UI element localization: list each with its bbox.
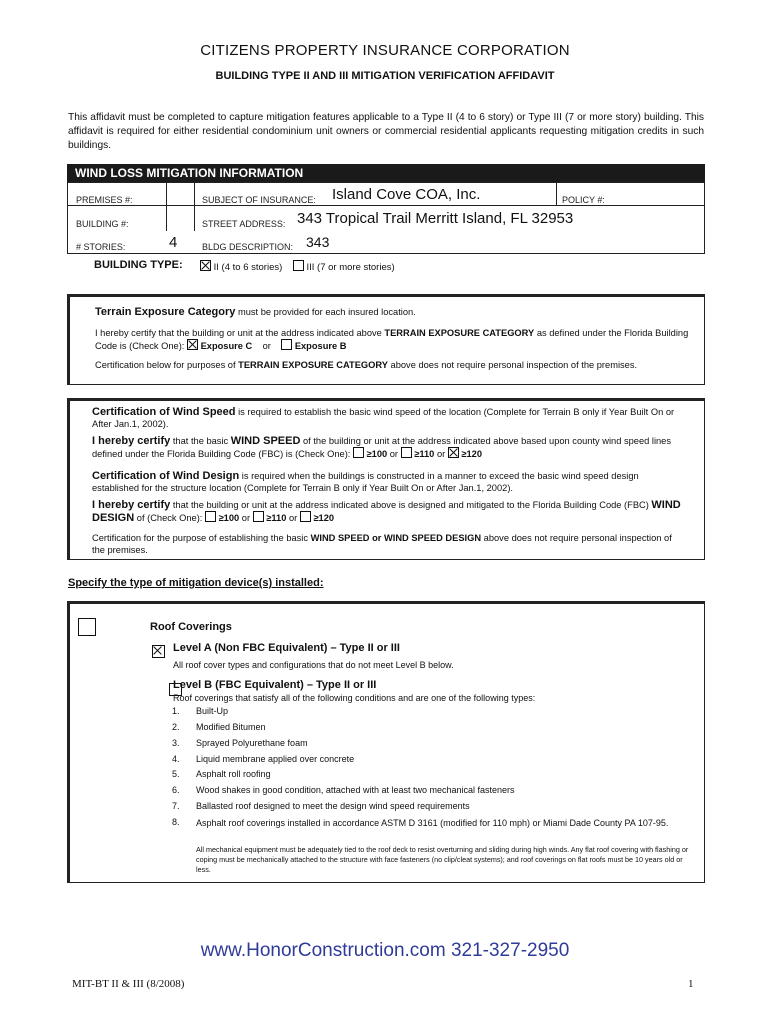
or-text: or <box>262 341 271 351</box>
page-number: 1 <box>688 978 694 990</box>
wind-design-heading: Certification of Wind Design <box>92 470 240 482</box>
list-item <box>172 801 470 811</box>
stories-value[interactable]: 4 <box>169 234 178 251</box>
item-number: 5. <box>172 769 180 779</box>
design-110-label: ≥110 <box>266 513 287 523</box>
design-100-label: ≥100 <box>218 513 240 523</box>
or-text: or <box>436 449 446 459</box>
terrain-note <box>95 359 700 371</box>
terrain-note-bold: TERRAIN EXPOSURE CATEGORY <box>238 360 388 370</box>
certify-text2: of the building or unit at the address indicated above based upon county wind speed lines defined under the Florida Building Code (FBC) is (Check One): <box>92 436 672 459</box>
wind-note-bold: WIND SPEED or WIND SPEED DESIGN <box>310 533 482 543</box>
roof-coverings-section <box>67 601 705 883</box>
item-text: Asphalt roll roofing <box>196 769 271 779</box>
wind-design-text: is required when the buildings is constructed in a manner to exceed the basic wind speed design established for the structure location (Complete for Terrain B only if Year Built On or After Jan.1, 2002). <box>92 471 639 493</box>
item-text: Built-Up <box>196 706 229 716</box>
wind-speed-bold: WIND SPEED <box>230 435 301 447</box>
roof-footnote: All mechanical equipment must be adequately tied to the roof deck to resist overturning and sliding during high winds. Any flat roof covering with flashing or coping must be mechanically attached to the structure with face fasteners (no clip/cleat systems); and roof coverings on flat roofs must be 10 years old or less. <box>196 845 689 874</box>
level-a-description: All roof cover types and configurations that do not meet Level B below. <box>173 660 454 670</box>
policy-label: POLICY #: <box>562 195 605 205</box>
form-id: MIT-BT II & III (8/2008) <box>72 978 185 990</box>
terrain-exposure-section <box>67 294 705 385</box>
exposure-c-checkbox[interactable] <box>187 339 198 350</box>
level-b-description: Roof coverings that satisfy all of the following conditions and are one of the following types: <box>173 693 536 703</box>
wind-speed-paragraph <box>92 406 682 430</box>
level-a-checkbox[interactable] <box>152 645 165 658</box>
item-number: 3. <box>172 738 180 748</box>
document-subtitle: BUILDING TYPE II AND III MITIGATION VERIFICATION AFFIDAVIT <box>215 70 555 82</box>
item-number: 2. <box>172 722 180 732</box>
wind-note-text: Certification for the purpose of establishing the basic <box>92 533 311 543</box>
exposure-b-checkbox[interactable] <box>281 339 292 350</box>
wind-speed-certify <box>92 435 687 460</box>
exposure-c-label: Exposure C <box>200 341 253 351</box>
document-title: CITIZENS PROPERTY INSURANCE CORPORATION <box>200 42 570 59</box>
terrain-certify-text2: as defined under the Florida Building Code is (Check One): <box>95 328 689 351</box>
roof-coverings-checkbox[interactable] <box>78 618 96 636</box>
wind-loss-info-table <box>67 182 705 254</box>
subject-value[interactable]: Island Cove COA, Inc. <box>332 186 481 203</box>
terrain-note-text: Certification below for purposes of <box>95 360 239 370</box>
design-110-checkbox[interactable] <box>253 511 264 522</box>
wind-certification-section <box>67 398 705 560</box>
wind-speed-heading: Certification of Wind Speed <box>92 406 236 418</box>
design-100-checkbox[interactable] <box>205 511 216 522</box>
design-120-checkbox[interactable] <box>300 511 311 522</box>
item-number: 7. <box>172 801 180 811</box>
speed-110-label: ≥110 <box>414 449 435 459</box>
wind-design-paragraph <box>92 470 682 494</box>
certify-bold: I hereby certify <box>92 499 171 511</box>
terrain-certify <box>95 327 700 352</box>
item-number: 6. <box>172 785 180 795</box>
terrain-note-text2: above does not require personal inspection of the premises. <box>387 360 638 370</box>
list-item <box>172 722 266 732</box>
intro-paragraph: This affidavit must be completed to capture mitigation features applicable to a Type II (4 to 6 story) or Type III (7 or more story) building. This affidavit is required for either residential condominium unit owners or commercial residential applicants requesting mitigation credits in such buildings. <box>68 112 704 151</box>
list-item <box>172 785 515 795</box>
speed-100-checkbox[interactable] <box>353 447 364 458</box>
level-b-title: Level B (FBC Equivalent) – Type II or III <box>173 679 377 691</box>
item-number: 1. <box>172 706 180 716</box>
terrain-certify-text: I hereby certify that the building or unit at the address indicated above <box>95 328 385 338</box>
speed-110-checkbox[interactable] <box>401 447 412 458</box>
type-ii-checkbox[interactable] <box>200 260 211 271</box>
item-number: 8. <box>172 817 180 827</box>
certify-bold: I hereby certify <box>92 435 171 447</box>
wind-speed-text: is required to establish the basic wind speed of the location (Complete for Terrain B only if Year Built On or After Jan.1, 2002). <box>92 407 675 429</box>
roof-coverings-heading: Roof Coverings <box>150 621 232 633</box>
item-text: Wood shakes in good condition, attached with at least two mechanical fasteners <box>196 785 515 795</box>
wind-design-bold: WIND DESIGN <box>92 499 681 524</box>
speed-120-label: ≥120 <box>461 449 483 459</box>
website-contact[interactable]: www.HonorConstruction.com 321-327-2950 <box>200 940 570 961</box>
building-label: BUILDING #: <box>76 219 129 229</box>
design-120-label: ≥120 <box>313 513 335 523</box>
wind-note <box>92 532 687 556</box>
item-number: 4. <box>172 754 180 764</box>
or-text: or <box>389 449 399 459</box>
type-iii-checkbox[interactable] <box>293 260 304 271</box>
speed-100-label: ≥100 <box>366 449 388 459</box>
mitigation-heading: Specify the type of mitigation device(s) installed: <box>68 577 324 589</box>
level-a-title: Level A (Non FBC Equivalent) – Type II or III <box>173 642 400 654</box>
street-value[interactable]: 343 Tropical Trail Merritt Island, FL 32953 <box>297 210 574 227</box>
type-ii-label: II (4 to 6 stories) <box>213 262 283 273</box>
list-item <box>172 769 271 779</box>
item-text: Liquid membrane applied over concrete <box>196 754 355 764</box>
bldg-description-label: BLDG DESCRIPTION: <box>202 242 294 252</box>
street-label: STREET ADDRESS: <box>202 219 286 229</box>
item-text: Sprayed Polyurethane foam <box>196 738 308 748</box>
item-text: Asphalt roof coverings installed in accordance ASTM D 3161 (modified for 110 mph) or Miami Dade County PA 107-95. <box>196 818 669 828</box>
type-iii-label: III (7 or more stories) <box>306 262 395 273</box>
or-text: or <box>241 513 251 523</box>
list-item <box>172 738 308 748</box>
certify-text2: of (Check One): <box>134 513 205 523</box>
subject-label: SUBJECT OF INSURANCE: <box>202 195 316 205</box>
terrain-certify-bold: TERRAIN EXPOSURE CATEGORY <box>384 328 535 338</box>
exposure-b-label: Exposure B <box>294 341 347 351</box>
bldg-description-value[interactable]: 343 <box>306 234 330 250</box>
terrain-heading-note: must be provided for each insured location. <box>235 307 416 317</box>
wind-note-text2: above does not require personal inspection of the premises. <box>92 533 672 555</box>
premises-label: PREMISES #: <box>76 195 133 205</box>
item-text: Modified Bitumen <box>196 722 266 732</box>
terrain-heading: Terrain Exposure Category <box>95 306 236 318</box>
stories-label: # STORIES: <box>76 242 126 252</box>
or-text: or <box>288 513 298 523</box>
certify-text: that the basic <box>170 436 231 446</box>
certify-text: that the building or unit at the address indicated above is designed and mitigated to the Florida Building Code (FBC) <box>170 500 652 510</box>
item-text: Ballasted roof designed to meet the design wind speed requirements <box>196 801 470 811</box>
list-item <box>172 706 228 716</box>
building-type-label: BUILDING TYPE: <box>94 259 183 271</box>
wind-loss-heading: WIND LOSS MITIGATION INFORMATION <box>67 164 705 182</box>
speed-120-checkbox[interactable] <box>448 447 459 458</box>
list-item <box>172 754 354 764</box>
wind-design-certify <box>92 499 687 524</box>
list-item <box>172 817 697 829</box>
